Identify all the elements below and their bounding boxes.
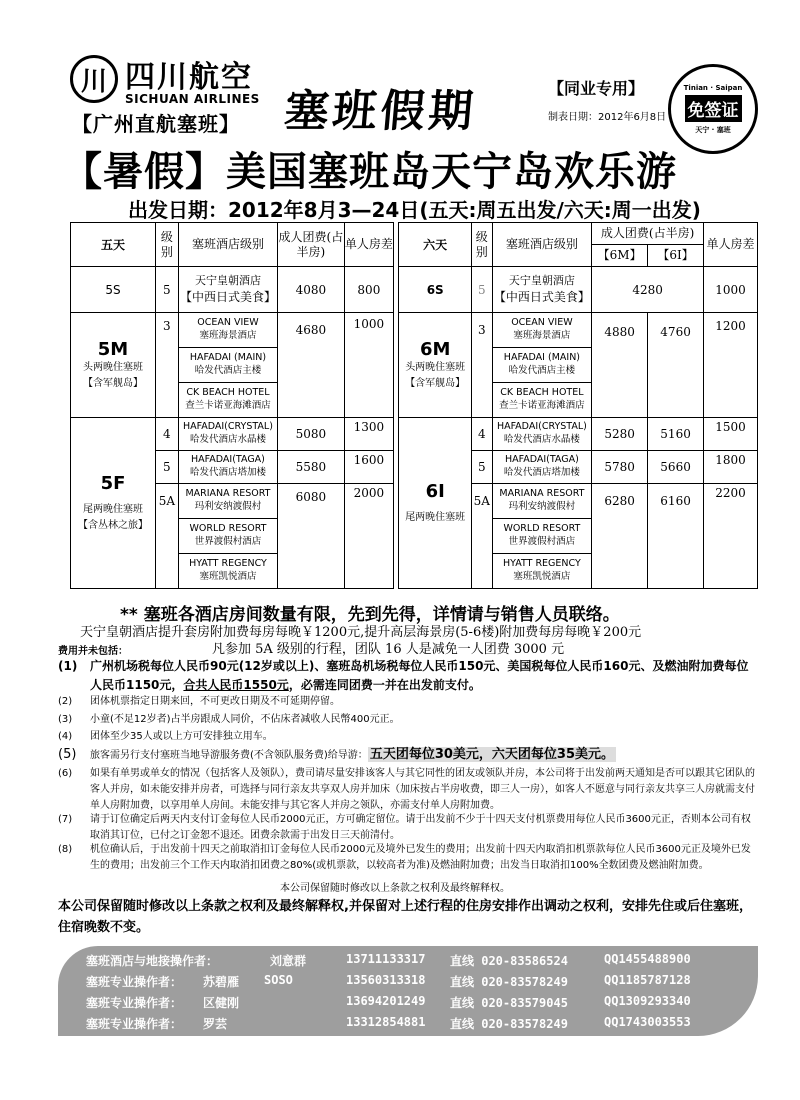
fee-text: 团体机票指定日期来回，不可更改日期及不可延期停留。 <box>90 696 340 707</box>
single-value: 1600 <box>344 451 394 484</box>
hotel-en: HYATT REGENCY <box>189 558 267 570</box>
contact-tel: 直线 020-83578249 <box>450 1017 568 1031</box>
hotel-cn: 查兰卡诺亚海滩酒店 <box>185 400 271 411</box>
hotel-cn: 哈发代酒店水晶楼 <box>189 434 266 445</box>
hotel-en: HAFADAI(TAGA) <box>504 454 579 466</box>
contact-qq: QQ1185787128 <box>604 973 691 987</box>
fee-text-part: ，必需连同团费一并在出发前支付。 <box>288 678 481 693</box>
hotel-name <box>492 348 591 383</box>
hotel-name <box>492 267 591 313</box>
contact-name: 罗芸 <box>203 1017 228 1031</box>
visa-free-stamp <box>668 64 758 154</box>
trade-only-tag: 【同业专用】 <box>548 79 645 98</box>
page-title: 【暑假】美国塞班岛天宁岛欢乐游 <box>62 149 677 195</box>
contact-tel: 直线 020-83578249 <box>450 975 568 989</box>
hotel-cn: 哈发代酒店塔加楼 <box>503 467 580 478</box>
fee-number: (4) <box>58 731 73 742</box>
fee-number: (6) <box>58 768 73 779</box>
hotel-cn: 哈发代酒店塔加楼 <box>189 467 266 478</box>
hotel-cn: 玛利安纳渡假村 <box>508 501 576 512</box>
hotel-name <box>178 348 277 383</box>
contact-row <box>58 971 758 993</box>
contact-mobile: 13312854881 <box>346 1015 426 1029</box>
fee-text: 机位确认后，于出发前十四天之前取消扣订金每位人民币2000元及境外已发生的费用；出发前十四天内取消扣机票款每位人民币3600元正及境外已发生的费用；出发前三个工作天内取消扣团费之80%(或机票款，以较高者为准)及燃油附加费；出发当日取消扣100%全数团费及燃油附加费。 <box>90 844 751 871</box>
price-value: 6160 <box>648 484 704 589</box>
price-value: 5160 <box>648 418 704 451</box>
package-note: 【含军舰岛】 <box>82 377 143 389</box>
contact-panel <box>58 946 758 1036</box>
package-code: 6S <box>399 267 472 313</box>
hotel-cn: 玛利安纳渡假村 <box>194 501 262 512</box>
hotel-name <box>492 418 591 451</box>
price-header: 成人团费(占半房) <box>592 223 704 245</box>
single-value: 1800 <box>704 451 758 484</box>
contact-role: 塞班专业操作者： <box>86 996 183 1010</box>
hotel-cn: 查兰卡诺亚海滩酒店 <box>499 400 585 411</box>
package-code: 5F <box>100 472 126 494</box>
hotel-name <box>178 554 277 589</box>
hotel-cn: 塞班海景酒店 <box>513 330 571 341</box>
logo-char: 川 <box>80 66 107 97</box>
five-day-header: 五天 <box>71 223 156 267</box>
hotel-cn: 塞班海景酒店 <box>199 330 257 341</box>
hotel-header: 塞班酒店级别 <box>178 223 277 267</box>
table-header-row <box>71 223 758 245</box>
contact-mobile: 13560313318 <box>346 973 426 987</box>
hotel-en: HYATT REGENCY <box>503 558 581 570</box>
fee-text-part: 旅客需另行支付塞班当地导游服务费(不含领队服务费)给导游： <box>90 750 368 761</box>
fee-number: (5) <box>58 747 77 762</box>
guide-fee-highlight: 五天团每位30美元，六天团每位35美元。 <box>369 747 614 762</box>
hotel-name <box>178 451 277 484</box>
fee-item <box>58 812 758 844</box>
contact-mobile: 13711133317 <box>346 952 426 966</box>
table-row <box>71 313 758 348</box>
hotel-cn: 塞班凯悦酒店 <box>513 571 571 582</box>
fee-text <box>90 657 758 695</box>
fee-item <box>58 712 758 728</box>
fee-exclusion-heading: 费用并未包括： <box>58 646 128 657</box>
hotel-name <box>492 484 591 519</box>
upgrade-note: 天宁皇朝酒店提升套房附加费每房每晚￥1200元,提升高层海景房(5-6楼)附加费每房每晚￥200元 <box>80 625 642 640</box>
hotel-name <box>492 554 591 589</box>
package-cell <box>71 313 156 418</box>
hotel-en: WORLD RESORT <box>503 523 581 535</box>
grade-value: 5 <box>471 267 492 313</box>
price-value: 4880 <box>592 313 648 418</box>
fee-total: 合共人民币1550元 <box>183 678 289 693</box>
package-code: 5S <box>71 267 156 313</box>
price-value: 4080 <box>278 267 344 313</box>
contact-role: 塞班酒店与地接操作者： <box>86 954 219 968</box>
six-day-header: 六天 <box>399 223 472 267</box>
single-header: 单人房差 <box>704 223 758 267</box>
price-value: 5780 <box>592 451 648 484</box>
hotel-cn: 天宁皇朝酒店 <box>508 273 575 287</box>
hotel-note: 【中西日式美食】 <box>179 289 276 304</box>
final-statement: 本公司保留随时修改以上条款之权利及最终解释权,并保留对上述行程的住房安排作出调动之权利，安排先住或后住塞班，住宿晚数不变。 <box>58 899 752 935</box>
hotel-en: MARIANA RESORT <box>499 488 585 500</box>
hotel-name <box>178 519 277 554</box>
hotel-name <box>492 313 591 348</box>
hotel-name <box>178 484 277 519</box>
stamp-main-text: 免签证 <box>685 95 742 122</box>
fee-text: 请于订位确定后两天内支付订金每位人民币2000元正，方可确定留位。请于出发前不少于十四天支付机票费用每位人民币3600元正，否则本公司有权取消其订位，已付之订金恕不退还。团费余款需于出发日三天前清付。 <box>90 814 751 841</box>
price-6i-header: 【6I】 <box>648 245 704 267</box>
hotel-en: HAFADAI(CRYSTAL) <box>183 421 273 433</box>
grade-value: 5 <box>155 451 178 484</box>
fee-text <box>90 745 758 766</box>
package-note: 头两晚住塞班 <box>82 361 143 373</box>
contact-row <box>58 950 758 972</box>
contact-alias: SOSO <box>264 973 293 987</box>
package-code: 6I <box>425 480 445 502</box>
hotel-en: HAFADAI(CRYSTAL) <box>496 421 587 433</box>
fee-number: (8) <box>58 844 73 855</box>
price-value: 6280 <box>592 484 648 589</box>
fee-item <box>58 694 758 710</box>
package-note: 【含军舰岛】 <box>405 377 466 389</box>
stamp-top-text: Tinian · Saipan <box>683 83 743 92</box>
price-value: 4280 <box>592 267 704 313</box>
fee-text-part: 广州机场税每位人民币90元(12岁或以上)、塞班岛机场税每位人民币150元、美国税每位人民币160元、及燃油附加费每位人民币1150元， <box>90 659 749 693</box>
grade-value: 5A <box>155 484 178 589</box>
fee-number: (3) <box>58 714 73 725</box>
brand-title: 塞班假期 <box>282 86 479 137</box>
fee-item <box>58 842 758 874</box>
hotel-en: HAFADAI (MAIN) <box>503 352 581 364</box>
fee-number: (1) <box>58 659 78 673</box>
grade-value: 3 <box>155 313 178 418</box>
contact-role: 塞班专业操作者： <box>86 1017 183 1031</box>
contact-name: 刘意群 <box>270 954 307 968</box>
hotel-en: WORLD RESORT <box>189 523 267 535</box>
price-6m-header: 【6M】 <box>592 245 648 267</box>
contact-qq: QQ1455488900 <box>604 952 691 966</box>
price-value: 5580 <box>278 451 344 484</box>
stamp-bottom-text: 天宁 · 塞班 <box>695 125 731 134</box>
airline-logo <box>70 55 118 103</box>
hotel-en: HAFADAI (MAIN) <box>189 352 267 364</box>
grade-value: 3 <box>471 313 492 418</box>
single-value: 2200 <box>704 484 758 589</box>
package-cell <box>399 313 472 418</box>
grade-value: 5 <box>471 451 492 484</box>
table-row <box>71 267 758 313</box>
package-code: 6M <box>419 338 451 360</box>
hotel-en: OCEAN VIEW <box>197 317 259 329</box>
fee-text: 小童(不足12岁者)占半房跟成人同价，不佔床者减收人民幣400元正。 <box>90 714 400 725</box>
make-date: 制表日期：2012年6月8日 <box>548 112 667 123</box>
contact-role: 塞班专业操作者： <box>86 975 183 989</box>
hotel-header: 塞班酒店级别 <box>492 223 591 267</box>
package-cell <box>399 418 472 589</box>
group-discount-note: 凡参加 5A 级别的行程，团队 16 人是减免一人团费 3000 元 <box>212 642 565 657</box>
price-value: 4680 <box>278 313 344 418</box>
price-value: 5280 <box>592 418 648 451</box>
hotel-name <box>178 383 277 418</box>
hotel-cn: 哈发代酒店主楼 <box>508 365 576 376</box>
contact-name: 苏碧雁 <box>203 975 240 989</box>
contact-tel: 直线 020-83586524 <box>450 954 568 968</box>
contact-row <box>58 992 758 1014</box>
package-note: 尾两晚住塞班 <box>82 503 143 515</box>
single-value: 1500 <box>704 418 758 451</box>
table-row <box>71 418 758 451</box>
hotel-en: CK BEACH HOTEL <box>186 387 270 399</box>
hotel-en: CK BEACH HOTEL <box>500 387 584 399</box>
fee-item <box>58 766 758 814</box>
fee-number: (7) <box>58 814 73 825</box>
price-value: 5080 <box>278 418 344 451</box>
grade-value: 4 <box>155 418 178 451</box>
hotel-name <box>178 418 277 451</box>
grade-value: 5A <box>471 484 492 589</box>
package-note: 【含丛林之旅】 <box>77 519 148 531</box>
hotel-en: HAFADAI(TAGA) <box>191 454 265 466</box>
package-code: 5M <box>97 338 129 360</box>
reserve-rights-note: 本公司保留随时修改以上条款之权利及最终解释权。 <box>280 883 510 894</box>
departure-dates: 出发日期：2012年8月3—24日(五天:周五出发/六天:周一出发) <box>128 198 701 222</box>
hotel-cn: 塞班凯悦酒店 <box>199 571 257 582</box>
hotel-cn: 天宁皇朝酒店 <box>194 273 261 287</box>
contact-tel: 直线 020-83579045 <box>450 996 568 1010</box>
price-value: 5660 <box>648 451 704 484</box>
grade-header: 级别 <box>155 223 178 267</box>
package-note: 头两晚住塞班 <box>405 361 466 373</box>
price-value: 6080 <box>278 484 344 589</box>
fee-item <box>58 745 758 766</box>
hotel-cn: 世界渡假村酒店 <box>194 536 262 547</box>
hotel-note: 【中西日式美食】 <box>493 289 590 304</box>
grade-value: 4 <box>471 418 492 451</box>
package-table <box>70 222 758 589</box>
airline-name-cn: 四川航空 <box>125 60 253 95</box>
hotel-cn: 哈发代酒店主楼 <box>194 365 262 376</box>
price-value: 4760 <box>648 313 704 418</box>
fee-number: (2) <box>58 696 73 707</box>
fee-item <box>58 729 758 745</box>
contact-qq: QQ1309293340 <box>604 994 691 1008</box>
single-value: 1200 <box>704 313 758 418</box>
hotel-cn: 哈发代酒店水晶楼 <box>503 434 580 445</box>
package-cell <box>71 418 156 589</box>
single-value: 800 <box>344 267 394 313</box>
package-note: 尾两晚住塞班 <box>405 511 466 523</box>
hotel-name <box>492 383 591 418</box>
grade-value: 5 <box>155 267 178 313</box>
contact-qq: QQ1743003553 <box>604 1015 691 1029</box>
fee-item <box>58 657 758 695</box>
contact-row <box>58 1013 758 1035</box>
contact-name: 区健刚 <box>203 996 240 1010</box>
airline-name-en: SICHUAN AIRLINES <box>125 92 260 106</box>
grade-header: 级别 <box>471 223 492 267</box>
fee-text: 团体至少35人或以上方可安排独立用车。 <box>90 731 273 742</box>
hotel-cn: 世界渡假村酒店 <box>508 536 576 547</box>
single-value: 2000 <box>344 484 394 589</box>
hotel-en: MARIANA RESORT <box>185 488 271 500</box>
hotel-en: OCEAN VIEW <box>511 317 573 329</box>
route-tag: 【广州直航塞班】 <box>72 112 240 136</box>
hotel-name <box>178 313 277 348</box>
hotel-name <box>492 519 591 554</box>
hotel-name <box>492 451 591 484</box>
availability-note: ** 塞班各酒店房间数量有限，先到先得，详情请与销售人员联络。 <box>120 605 620 625</box>
hotel-name <box>178 267 277 313</box>
fee-text: 如果有单男或单女的情况（包括客人及领队），费司请尽量安排该客人与其它同性的团友或领队并房，本公司将于出发前两天通知是否可以跟其它团队的客人并房，如未能安排并房者，可选择与同行亲友共享双人房并加床（加床按占半房收费，即三人一房），如客人不愿意与同行亲友共享三人房就需支付单人房附加费，以享用单人房间。未能安排与其它客人并房之领队，亦需支付单人房附加费。 <box>90 768 755 811</box>
single-value: 1000 <box>704 267 758 313</box>
contact-mobile: 13694201249 <box>346 994 426 1008</box>
single-header: 单人房差 <box>344 223 394 267</box>
single-value: 1300 <box>344 418 394 451</box>
single-value: 1000 <box>344 313 394 418</box>
price-header: 成人团费(占半房) <box>278 223 344 267</box>
